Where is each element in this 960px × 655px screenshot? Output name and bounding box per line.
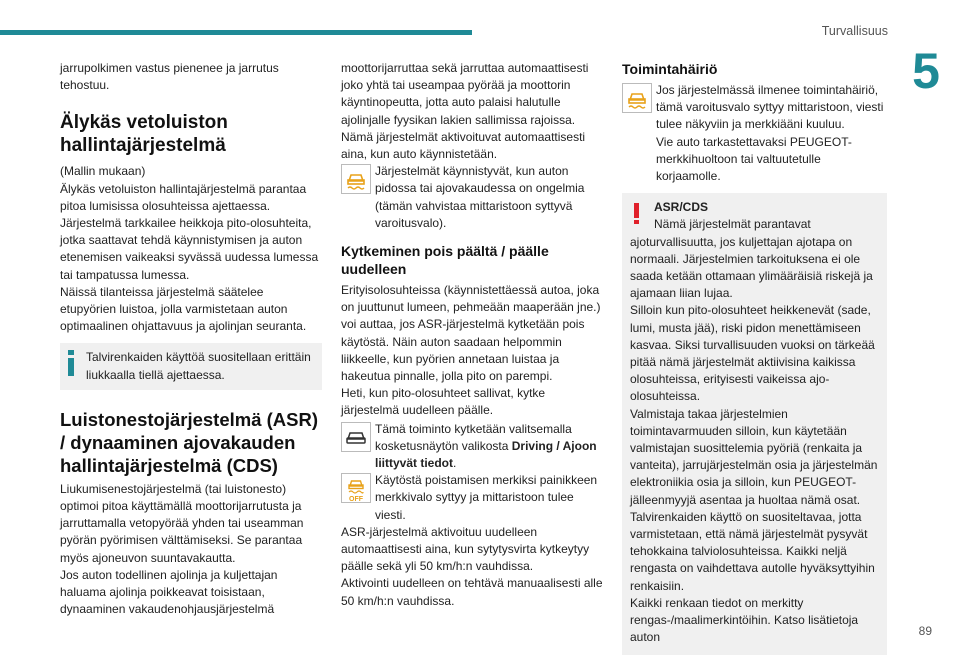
traction-warning-icon bbox=[341, 164, 371, 194]
cds-paragraph: moottorijarruttaa sekä jarruttaa automaattisesti joko yhtä tai useampaa pyörää ja moottorin käyntinopeutta, jotta auto palaisi halutulle ajolinjalle fyysikan lakien sallimissa rajoissa. Nämä järjestelmät aktivoituvat automaattisesti aina, kun auto käynnistetään. bbox=[341, 61, 589, 162]
column-1 bbox=[60, 60, 322, 618]
off-indicator-text: Käytöstä poistamisen merkiksi painikkeen merkkivalo syttyy ja mittaristoon tulee viesti. bbox=[375, 473, 598, 522]
malfunction-text: Jos järjestelmässä ilmenee toimintahäiriö, tämä varoitusvalo syttyy mittaristoon, viesti tulee näkyviin ja merkkiääni kuuluu. Vie auto tarkastettavaksi PEUGEOT-merkkihuoltoon tai valtuutetulle korjaamolle. bbox=[656, 83, 884, 184]
heading-intelligent-traction: Älykäs vetoluiston hallintajärjestelmä bbox=[60, 112, 228, 157]
traction-off-icon bbox=[341, 473, 371, 503]
menu-path: Driving / Ajoon liittyvät tiedot bbox=[375, 438, 597, 471]
off-indicator-note bbox=[341, 472, 604, 524]
warning-light-text: Järjestelmät käynnistyvät, kun auton pidossa tai ajovakaudessa on ongelmia (tämän vahvistaa mittaristoon syttyvä varoitusvalo). bbox=[375, 164, 585, 230]
touchscreen-text: Tämä toiminto kytketään valitsemalla kosketusnäytön valikosta bbox=[375, 421, 572, 453]
traction-warning-icon bbox=[622, 83, 652, 113]
alert-icon bbox=[634, 203, 639, 225]
malfunction-note bbox=[622, 82, 887, 185]
deactivation-paragraph: Erityisolosuhteissa (käynnistettäessä autoa, joka on juuttunut lumeen, pehmeään maaperään jne.) voi auttaa, jos ASR-järjestelmä kytketään pois käytöstä. Näin auton saadaan helpommin liikkeelle, kun pyörien annetaan luistaa ja hakeutua pinnalle, jolla pito on parempi. Heti, kun pito-olosuhteet sallivat, kytke järjestelmä uudelleen päälle. bbox=[341, 283, 601, 418]
reactivation-paragraph: ASR-järjestelmä aktivoituu uudelleen automaattisesti aina, kun sytytysvirta kytkeytyy päälle sekä yli 50 km/h:n vauhdissa. Aktivointi uudelleen on tehtävä manuaalisesti alle 50 km/h:n vauhdissa. bbox=[341, 524, 603, 608]
info-text: Talvirenkaiden käyttöä suositellaan erittäin liukkaalla tiellä ajettaessa. bbox=[86, 350, 311, 382]
warning-title: ASR/CDS bbox=[654, 200, 709, 215]
page-number: 89 bbox=[918, 624, 932, 638]
heading-deactivation: Kytkeminen pois päältä / päälle uudelleen bbox=[341, 243, 549, 278]
column-2 bbox=[341, 60, 604, 610]
punctuation: . bbox=[453, 456, 457, 471]
info-icon bbox=[68, 350, 74, 376]
car-settings-icon bbox=[341, 422, 371, 452]
warning-box bbox=[622, 193, 887, 654]
intro-paragraph: jarrupolkimen vastus pienenee ja jarrutus tehostuu. bbox=[60, 61, 279, 93]
column-3 bbox=[622, 60, 887, 655]
warning-body: Nämä järjestelmät parantavat ajoturvallisuutta, jos kuljettajan ajotapa on normaali. Järjestelmien tarkoituksena ei ole saada ketään ottamaan ylimääräisiä riskejä ja ajamaan liian lujaa. Silloin kun pito-olosuhteet heikkenevät (sade, lumi, musta jää), riski pidon menettämiseen kasvaa. Siksi turvallisuuden vuoksi on tärkeää pitää nämä järjestelmät aktiivisina kaikissa olosuhteissa, erityisesti vaikeissa ajo-olosuhteissa. Valmistaja takaa järjestelmien toimintavarmuuden silloin, kun käytetään valmistajan suosittelemia pyöriä (renkaita ja vanteita), jarrujärjestelmän osia ja järjestelmän elektroniikia osia ja silloin, kun PEUGEOT-jälleenmyyjä asentaa ja huoltaa nämä osat. Talvirenkaiden käyttö on suositeltavaa, jotta varmistetaan, että nämä järjestelmät pysyvät tehokkaina talviolosuhteissa. Kaikki neljä rengasta on vaihdettava autolle hyväksyttyihin renkaisiin. Kaikki renkaan tiedot on merkitty rengas-/maalimerkintöihin. Katso lisätietoja auton bbox=[630, 217, 878, 645]
chapter-number: 5 bbox=[892, 42, 960, 100]
header-accent-bar bbox=[0, 30, 472, 35]
section-title: Turvallisuus bbox=[821, 24, 888, 38]
off-label: OFF bbox=[349, 496, 363, 504]
asr-paragraph: Liukumisenestojärjestelmä (tai luistonesto) optimoi pitoa käyttämällä moottorijarrutusta ja jarruttamalla vetopyörää yhden tai useamman pyörän pyörimisen välttämiseksi. Se parantaa myös ajoneuvon suuntavakautta. Jos auton todellinen ajolinja ja kuljettajan haluama ajolinja poikkeavat toisistaan, dynaaminen vakaudenohjausjärjestelmä bbox=[60, 481, 304, 617]
touchscreen-note bbox=[341, 421, 604, 473]
traction-paragraph: (Mallin mukaan) Älykäs vetoluiston hallintajärjestelmä parantaa pitoa lumisissa olosuhteissa ajettaessa. Järjestelmä tarkkailee heikkoja pito-olosuhteita, jotka saattavat tehdä käynnistymisen ja auton etenemisen vaikeaksi syvässä uudessa lumessa tai tampatussa lumessa. Näissä tilanteissa järjestelmä säätelee etupyörien luistoa, jolla varmistetaan auton optimaalinen ohjattavuus ja ajolinjan seuranta. bbox=[60, 164, 319, 334]
heading-asr-cds: Luistonestojärjestelmä (ASR) / dynaaminen ajovakauden hallintajärjestelmä (CDS) bbox=[60, 408, 319, 476]
heading-malfunction: Toimintahäiriö bbox=[622, 61, 718, 77]
warning-light-note bbox=[341, 163, 604, 232]
info-box bbox=[60, 343, 322, 389]
